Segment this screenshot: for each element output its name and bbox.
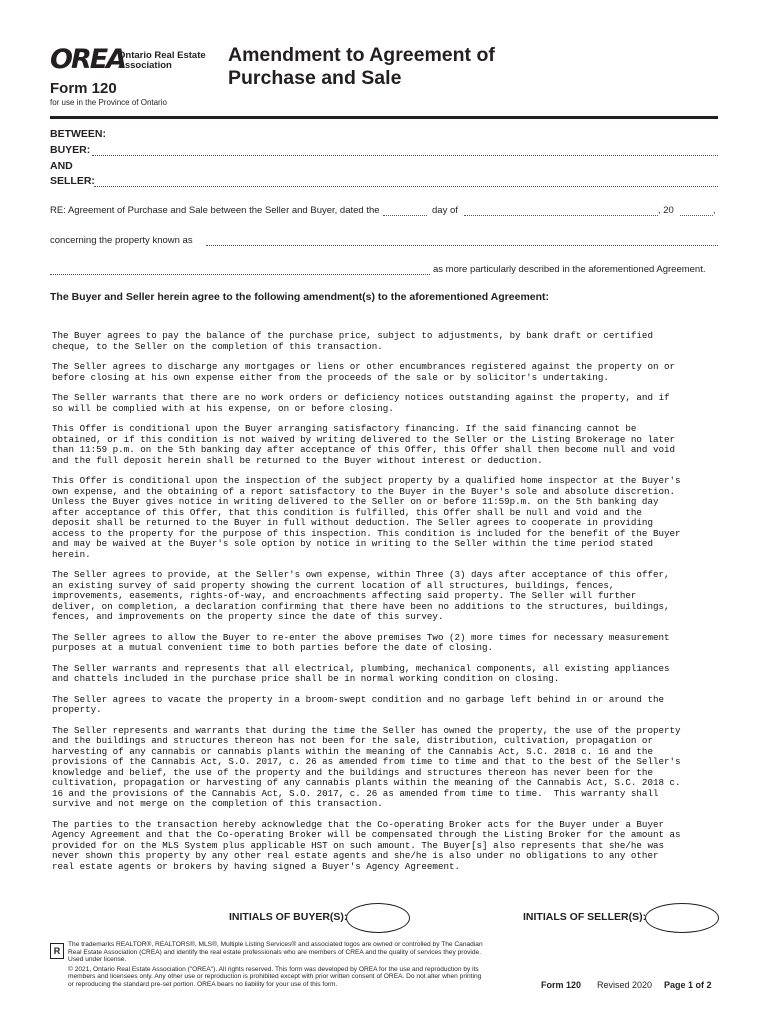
clause-broom-swept: The Seller agrees to vacate the property in a broom-swept condition and no garbage left behind in or around the property.	[52, 693, 664, 715]
date-month-field[interactable]	[464, 214, 658, 216]
buyer-label: BUYER:	[50, 144, 91, 156]
copyright-notice: © 2021, Ontario Real Estate Association ("OREA"). All rights reserved. This form was developed by OREA for the use and reproduction by its members and licensees only. Any other use or reproduction is prohibited except with prior written consent of OREA. Do not alter when printing or reproducing the standard pre-set portion. OREA bears no liability for your use of this form.	[68, 965, 482, 988]
orea-logo-text	[118, 51, 206, 71]
re-day-of: day of	[432, 205, 458, 216]
property-description-field[interactable]	[50, 273, 430, 275]
clause-survey: The Seller agrees to provide, at the Seller's own expense, within Three (3) days after acceptance of this offer, an existing survey of said property showing the current location of all structures, buildings, fences, improvements, easements, rights-of-way, and encroachments affecting said property. The Seller will further deliver, on completion, a declaration confirming that there have been no additions to the structures, buildings, fences, and improvements on the property since the date of this survey.	[52, 569, 670, 622]
between-label: BETWEEN:	[50, 128, 106, 140]
amendment-clauses	[52, 331, 716, 882]
seller-initials-label: INITIALS OF SELLER(S):	[523, 911, 647, 923]
buyer-initials-oval[interactable]	[346, 903, 410, 933]
clause-re-entry: The Seller agrees to allow the Buyer to re-enter the above premises Two (2) more times for necessary measurement purposes at a mutual convenient time to both parties before the date of closing.	[52, 631, 670, 653]
seller-label: SELLER:	[50, 175, 95, 187]
orea-logo-mark: OREA	[50, 44, 126, 75]
title-line-2: Purchase and Sale	[228, 67, 402, 89]
clause-financing-condition: This Offer is conditional upon the Buyer arranging satisfactory financing. If the said financing cannot be obtained, or if this condition is not waived by writing delivered to the Seller or the Listing Brokerage no later than 11:59 p.m. on the 5th banking day after acceptance of this Offer, this Offer shall then become null and void and the full deposit herein shall be returned to the Buyer without interest or deduction.	[52, 423, 676, 466]
re-year-prefix: , 20	[658, 205, 674, 216]
fine-print	[68, 941, 488, 991]
footer-page: Page 1 of 2	[664, 980, 712, 990]
footer-form-number: Form 120	[541, 980, 582, 990]
title-line-1: Amendment to Agreement of	[228, 44, 495, 66]
header-divider	[50, 116, 718, 119]
page-title	[228, 44, 648, 90]
clause-inspection-condition: This Offer is conditional upon the inspection of the subject property by a qualified home inspector at the Buyer's own expense, and the obtaining of a report satisfactory to the Buyer in the Buyer's sole and absolute discretion. Unless the Buyer gives notice in writing delivered to the Seller on or before 11:59p.m. on the 5th banking day after acceptance of this Offer, that this condition is fulfilled, this Offer shall be null and void and the deposit shall be returned to the Buyer in full without deduction. The Seller agrees to cooperate in providing access to the property for the purpose of this inspection. This condition is included for the benefit of the Buyer and may be waived at the Buyer's sole option by notice in writing to the Seller within the time period stated herein.	[52, 475, 681, 560]
property-address-field[interactable]	[206, 244, 718, 246]
and-label: AND	[50, 160, 73, 172]
clause-balance-payment: The Buyer agrees to pay the balance of the purchase price, subject to adjustments, by bank draft or certified cheque, to the Seller on the completion of this transaction.	[52, 330, 653, 352]
logo-line-1: Ontario Real Estate	[118, 50, 206, 61]
clause-work-orders: The Seller warrants that there are no work orders or deficiency notices outstanding against the property, and if so will be complied with at his expense, on or before closing.	[52, 392, 670, 414]
footer-revised: Revised 2020	[597, 980, 653, 990]
property-described: as more particularly described in the aforementioned Agreement.	[433, 264, 706, 275]
date-day-field[interactable]	[383, 214, 427, 216]
date-year-field[interactable]	[680, 214, 713, 216]
seller-field[interactable]	[94, 185, 718, 187]
clause-warranty-appliances: The Seller warrants and represents that all electrical, plumbing, mechanical components, all existing appliances and chattels included in the purchase price shall be in normal working condition on closing.	[52, 662, 670, 684]
amendments-heading: The Buyer and Seller herein agree to the following amendment(s) to the aforementioned Agreement:	[50, 291, 550, 303]
property-label: concerning the property known as	[50, 235, 193, 246]
clause-cooperating-broker: The parties to the transaction hereby acknowledge that the Co-operating Broker acts for the Buyer under a Buyer Agency Agreement and that the Co-operating Broker will be compensated through the Listing Broker for the amount as provided for on the MLS System plus applicable HST on such amount. The Buyer[s] also represents that she/he was never shown this property by any other real estate agents and she/he is also under no obligations to any other real estate agents or brokers by having signed a Buyer's Agency Agreement.	[52, 818, 681, 872]
clause-cannabis: The Seller represents and warrants that during the time the Seller has owned the property, the use of the property and the buildings and structures thereon has not been for the sale, distribution, cultivation, propagation or harvesting of any cannabis or cannabis plants within the meaning of the Cannabis Act, S.C. 2018 c. 16 and the provisions of the Cannabis Act, S.O. 2017, c. 26 as amended from time to time and that to the best of the Seller's knowledge and belief, the use of the property and the buildings and structures thereon has never been for the cultivation, propagation or harvesting of any cannabis plants within the meaning of the Cannabis Act, S.C. 2018 c. 16 and the provisions of the Cannabis Act, S.O. 2017, c. 26 as amended from time to time. This warranty shall survive and not merge on the completion of this transaction.	[52, 724, 681, 809]
form-number: Form 120	[50, 80, 117, 97]
logo-line-2: Association	[118, 60, 172, 71]
trademark-notice: The trademarks REALTOR®, REALTORS®, MLS®, Multiple Listing Services® and associated logos are owned or controlled by The Canadian Real Estate Association (CREA) and identify the real estate professionals who are members of CREA and the quality of services they provide. Used under license.	[68, 941, 483, 964]
realtor-icon: R	[50, 943, 64, 959]
seller-initials-oval[interactable]	[645, 903, 719, 933]
form-subtitle: for use in the Province of Ontario	[50, 98, 167, 107]
re-prefix: RE: Agreement of Purchase and Sale between the Seller and Buyer, dated the	[50, 205, 380, 216]
orea-logo	[50, 46, 220, 76]
buyer-initials-label: INITIALS OF BUYER(S):	[229, 911, 348, 923]
re-year-suffix: ,	[713, 205, 716, 216]
buyer-field[interactable]	[92, 154, 718, 156]
clause-discharge-mortgages: The Seller agrees to discharge any mortgages or liens or other encumbrances registered against the property on or before closing at his own expense either from the proceeds of the sale or by solicitor's undertaking.	[52, 361, 676, 383]
